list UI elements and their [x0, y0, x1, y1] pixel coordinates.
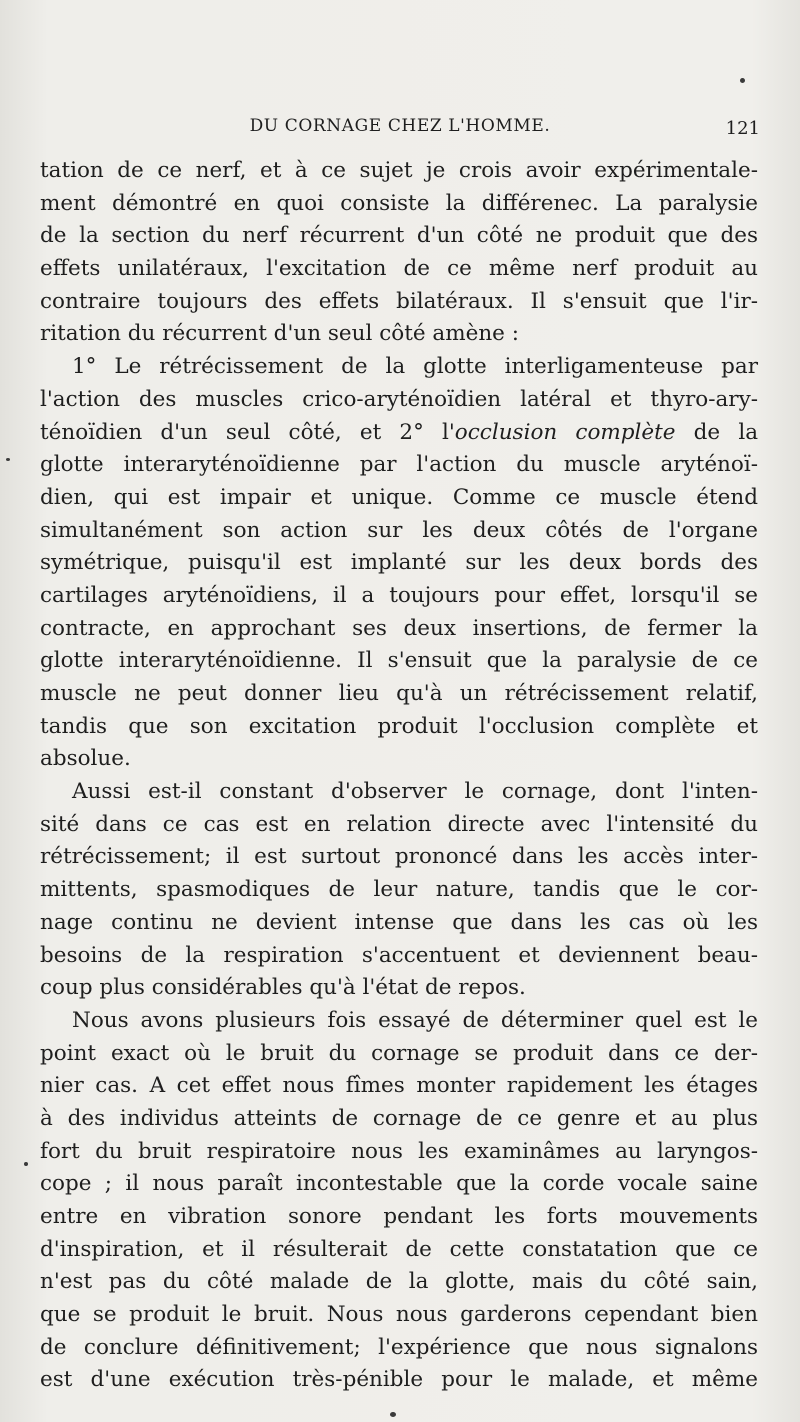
- text-line: coup plus considérables qu'à l'état de repos.: [40, 975, 526, 1001]
- text-line: muscle ne peut donner lieu qu'à un rétrécissement relatif,: [40, 681, 758, 706]
- text-line: symétrique, puisqu'il est implanté sur les deux bords des: [40, 550, 758, 576]
- text-line: que se produit le bruit. Nous nous garderons cependant bien: [40, 1302, 758, 1328]
- ink-speck: [24, 1162, 28, 1166]
- text-line: mittents, spasmodiques de leur nature, tandis que le cor-: [40, 877, 758, 903]
- ink-speck: [390, 1412, 396, 1417]
- text-line-with-italic: [40, 417, 758, 450]
- text-line: d'inspiration, et il résulterait de cette constatation que ce: [40, 1236, 758, 1262]
- text-line: simultanément son action sur les deux côtés de l'organe: [40, 517, 758, 543]
- text-line: dien, qui est impair et unique. Comme ce muscle étend: [40, 484, 758, 510]
- text-line: Nous avons plusieurs fois essayé de déterminer quel est le: [72, 1007, 758, 1033]
- text-line: sité dans ce cas est en relation directe avec l'intensité du: [40, 811, 758, 837]
- text-line: tation de ce nerf, et à ce sujet je crois avoir expérimentale-: [40, 158, 758, 183]
- text-line: est d'une exécution très-pénible pour le malade, et même: [40, 1367, 758, 1393]
- text-line: de la section du nerf récurrent d'un côté ne produit que des: [40, 223, 758, 249]
- text-line: nier cas. A cet effet nous fîmes monter rapidement les étages: [40, 1073, 758, 1099]
- text-line: besoins de la respiration s'accentuent et deviennent beau-: [40, 942, 758, 968]
- text-line: à des individus atteints de cornage de ce genre et au plus: [40, 1105, 758, 1131]
- text-line: de conclure définitivement; l'expérience que nous signalons: [40, 1334, 758, 1360]
- text-line: ritation du récurrent d'un seul côté amène :: [40, 321, 519, 347]
- ink-speck: [6, 458, 10, 461]
- text-line: entre en vibration sonore pendant les forts mouvements: [40, 1204, 758, 1229]
- running-title: DU CORNAGE CHEZ L'HOMME.: [249, 116, 551, 136]
- text-line: glotte interaryténoïdienne par l'action du muscle aryténoï-: [40, 452, 758, 478]
- text-segment: ténoïdien d'un seul côté, et 2° l': [40, 419, 455, 445]
- text-line: n'est pas du côté malade de la glotte, mais du côté sain,: [40, 1269, 758, 1295]
- text-line: l'action des muscles crico-aryténoïdien latéral et thyro-ary-: [40, 386, 758, 412]
- text-segment: de la: [675, 419, 759, 445]
- text-line: Aussi est-il constant d'observer le cornage, dont l'inten-: [72, 779, 758, 805]
- ink-speck: [740, 78, 745, 83]
- text-line: contraire toujours des effets bilatéraux. Il s'ensuit que l'ir-: [40, 288, 758, 314]
- text-line: absolue.: [40, 746, 131, 772]
- body-text: [40, 155, 758, 1397]
- italic-phrase: occlusion complète: [454, 419, 676, 445]
- text-line: cartilages aryténoïdiens, il a toujours pour effet, lorsqu'il se: [40, 582, 758, 608]
- text-line: point exact où le bruit du cornage se produit dans ce der-: [40, 1040, 758, 1066]
- text-line: nage continu ne devient intense que dans les cas où les: [40, 909, 758, 935]
- text-line: 1° Le rétrécissement de la glotte interligamenteuse par: [72, 354, 758, 380]
- text-line: ment démontré en quoi consiste la différenec. La paralysie: [40, 190, 758, 216]
- text-line: tandis que son excitation produit l'occlusion complète et: [40, 713, 758, 739]
- running-head: [40, 116, 760, 146]
- text-line: fort du bruit respiratoire nous les examinâmes au laryngos-: [40, 1138, 758, 1164]
- text-line: cope ; il nous paraît incontestable que la corde vocale saine: [40, 1171, 758, 1197]
- text-line: rétrécissement; il est surtout prononcé dans les accès inter-: [40, 844, 758, 870]
- text-line: contracte, en approchant ses deux insertions, de fermer la: [40, 615, 758, 641]
- text-line: effets unilatéraux, l'excitation de ce même nerf produit au: [40, 256, 758, 282]
- page-number: 121: [725, 118, 760, 139]
- text-line: glotte interaryténoïdienne. Il s'ensuit que la paralysie de ce: [40, 648, 758, 674]
